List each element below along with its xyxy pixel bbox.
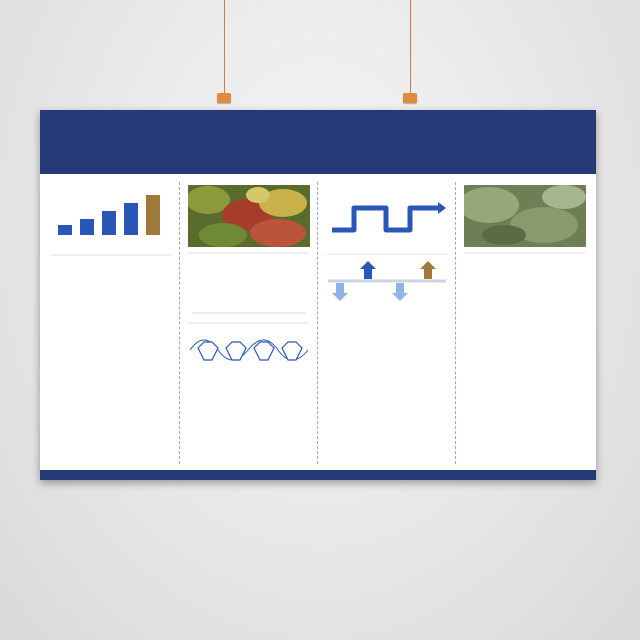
column-divider	[179, 182, 180, 464]
step-diagram	[50, 185, 172, 249]
timeline-node-3	[254, 342, 274, 360]
step-3-cube	[102, 211, 116, 235]
column-analysis	[188, 180, 310, 465]
arrow-item-3	[392, 283, 408, 301]
hanging-string-left	[224, 0, 225, 96]
poster	[40, 110, 596, 480]
step-4-cube	[124, 203, 138, 235]
timeline-node-1	[198, 342, 218, 360]
step-2	[80, 219, 94, 235]
step-5-cube	[146, 195, 160, 235]
figure-1-caption	[50, 254, 172, 256]
timeline-diagram	[188, 328, 310, 368]
poster-header	[40, 110, 596, 174]
column-divider	[317, 182, 318, 464]
flow-path	[332, 208, 438, 230]
figure-5-caption	[464, 252, 586, 254]
figure-5-photo-grass	[464, 185, 586, 247]
flow-diagram	[326, 184, 448, 248]
binder-clip-right	[403, 93, 417, 103]
arrow-down-icon	[392, 283, 408, 301]
hanging-string-right	[410, 0, 411, 96]
figure-3-caption	[188, 322, 310, 324]
hexagon-icon	[254, 342, 274, 360]
figure-2-caption	[188, 252, 310, 254]
column-results	[326, 180, 448, 465]
figure-2-photo-leaves	[188, 185, 310, 247]
figure-4-caption	[326, 253, 448, 255]
step-5	[146, 195, 160, 235]
step-4	[124, 203, 138, 235]
arrow-up-icon	[420, 261, 436, 279]
step-1	[58, 225, 72, 235]
binder-clip-left	[217, 93, 231, 103]
arrow-down-icon	[332, 283, 348, 301]
arrow-diagram	[326, 261, 448, 303]
column-divider	[455, 182, 456, 464]
timeline-node-2	[226, 342, 246, 360]
hexagon-icon	[226, 342, 246, 360]
arrow-item-2	[360, 261, 376, 279]
arrow-item-1	[332, 283, 348, 301]
hexagon-icon	[198, 342, 218, 360]
arrow-up-icon	[360, 261, 376, 279]
arrow-item-4	[420, 261, 436, 279]
poster-footer	[40, 470, 596, 480]
column-conclusions	[464, 180, 586, 465]
bar-chart	[188, 257, 310, 317]
step-1-cube	[58, 225, 72, 235]
step-3	[102, 211, 116, 235]
arrow-right-icon	[438, 202, 446, 214]
column-introduction	[50, 180, 172, 465]
step-2-cube	[80, 219, 94, 235]
